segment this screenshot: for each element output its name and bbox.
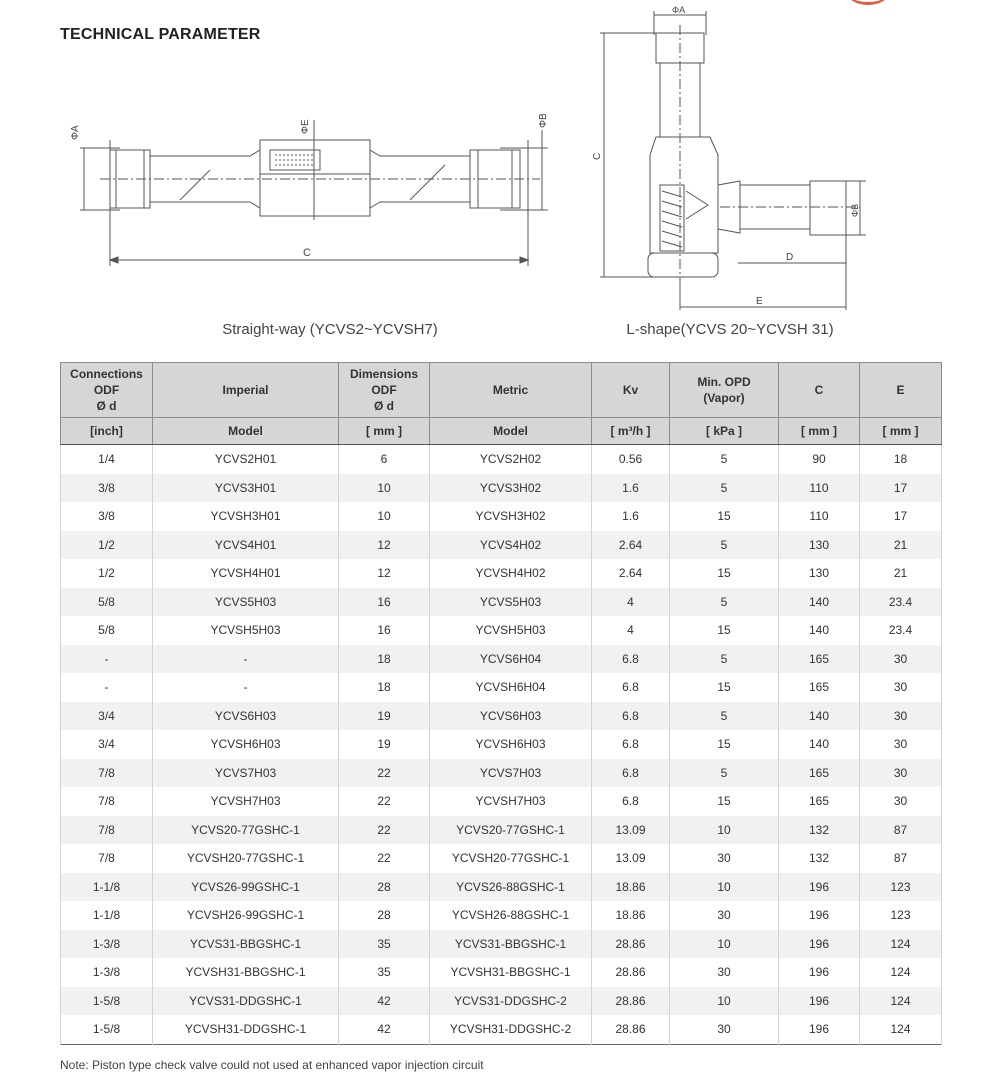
table-row [61,559,942,588]
table-cell: 6.8 [592,730,670,759]
table-cell: 18 [339,673,430,702]
table-cell: 10 [670,873,779,902]
table-cell: 30 [860,787,942,816]
header-min-opd: Min. OPD (Vapor) [670,363,779,418]
table-cell: - [153,645,339,674]
table-cell: 28 [339,901,430,930]
table-cell: 6.8 [592,787,670,816]
table-cell: 123 [860,873,942,902]
table-cell: YCVS26-88GSHC-1 [430,873,592,902]
table-row [61,958,942,987]
table-cell: 22 [339,787,430,816]
table-cell: YCVSH3H02 [430,502,592,531]
l-shape-caption: L-shape(YCVS 20~YCVSH 31) [626,321,834,338]
unit-mm-dimensions: [ mm ] [339,418,430,445]
table-cell: 16 [339,616,430,645]
table-cell: 3/4 [61,702,153,731]
table-cell: 140 [779,616,860,645]
table-cell: 124 [860,987,942,1016]
table-cell: 6.8 [592,673,670,702]
table-cell: 1.6 [592,502,670,531]
table-cell: 110 [779,502,860,531]
table-cell: 30 [860,673,942,702]
table-cell: 196 [779,873,860,902]
label-phi-a: ΦA [70,125,81,140]
table-cell: 132 [779,844,860,873]
label-e: E [756,296,763,307]
table-cell: 6 [339,445,430,474]
table-cell: 5 [670,445,779,474]
label-phi-a: ΦA [672,5,686,15]
table-cell: 28.86 [592,987,670,1016]
table-cell: 124 [860,1015,942,1044]
table-row [61,645,942,674]
table-row [61,1015,942,1044]
table-row [61,787,942,816]
table-cell: 0.56 [592,445,670,474]
table-row [61,901,942,930]
table-cell: 28.86 [592,958,670,987]
table-cell: YCVS2H02 [430,445,592,474]
table-cell: 35 [339,930,430,959]
table-cell: - [61,645,153,674]
unit-inch: [inch] [61,418,153,445]
table-cell: 132 [779,816,860,845]
table-cell: 30 [670,901,779,930]
table-cell: YCVSH4H02 [430,559,592,588]
unit-mm-e: [ mm ] [860,418,942,445]
table-cell: 2.64 [592,531,670,560]
label-c: C [592,152,603,160]
table-cell: YCVS4H01 [153,531,339,560]
table-cell: 13.09 [592,844,670,873]
header-connections: Connections ODF Ø d [61,363,153,418]
table-cell: YCVSH6H03 [430,730,592,759]
technical-parameter-table [60,362,942,1045]
table-cell: 42 [339,987,430,1016]
header-metric: Metric [430,363,592,418]
table-cell: YCVS3H02 [430,474,592,503]
table-cell: YCVS7H03 [153,759,339,788]
table-row [61,930,942,959]
table-row [61,673,942,702]
table-row [61,531,942,560]
table-cell: 42 [339,1015,430,1044]
table-row [61,816,942,845]
table-cell: 4 [592,588,670,617]
table-cell: 30 [670,958,779,987]
table-cell: YCVSH6H04 [430,673,592,702]
header-kv: Kv [592,363,670,418]
table-cell: YCVS20-77GSHC-1 [430,816,592,845]
unit-model-metric: Model [430,418,592,445]
table-cell: 23.4 [860,616,942,645]
table-cell: YCVS6H04 [430,645,592,674]
table-row [61,987,942,1016]
table-cell: 10 [670,816,779,845]
table-cell: YCVSH5H03 [430,616,592,645]
table-cell: YCVS31-DDGSHC-1 [153,987,339,1016]
table-cell: 3/8 [61,474,153,503]
table-cell: 30 [670,844,779,873]
table-cell: 17 [860,474,942,503]
table-cell: 15 [670,787,779,816]
table-cell: YCVSH31-DDGSHC-2 [430,1015,592,1044]
table-cell: 6.8 [592,645,670,674]
table-cell: YCVSH6H03 [153,730,339,759]
table-cell: 12 [339,559,430,588]
table-cell: 5/8 [61,588,153,617]
table-cell: 19 [339,730,430,759]
header-c: C [779,363,860,418]
table-cell: 87 [860,844,942,873]
table-cell: 110 [779,474,860,503]
table-cell: 7/8 [61,787,153,816]
l-shape-drawing [590,5,880,310]
label-phi-b: ΦB [538,113,549,128]
table-cell: 1-3/8 [61,958,153,987]
table-cell: YCVSH31-BBGSHC-1 [430,958,592,987]
table-cell: YCVS2H01 [153,445,339,474]
table-cell: 13.09 [592,816,670,845]
table-cell: 22 [339,759,430,788]
table-cell: 16 [339,588,430,617]
table-cell: 28 [339,873,430,902]
label-c: C [303,247,311,259]
table-cell: 5/8 [61,616,153,645]
table-cell: 21 [860,531,942,560]
table-row [61,759,942,788]
table-cell: 1-3/8 [61,930,153,959]
table-cell: 30 [860,759,942,788]
table-cell: 1-1/8 [61,901,153,930]
table-row [61,502,942,531]
table-cell: 28.86 [592,930,670,959]
table-cell: 165 [779,673,860,702]
table-row [61,873,942,902]
table-cell: 21 [860,559,942,588]
table-cell: 30 [860,645,942,674]
table-cell: YCVS26-99GSHC-1 [153,873,339,902]
page-title: TECHNICAL PARAMETER [60,26,261,43]
table-cell: YCVS31-BBGSHC-1 [153,930,339,959]
header-dimensions: Dimensions ODF Ø d [339,363,430,418]
table-row [61,702,942,731]
table-cell: YCVSH4H01 [153,559,339,588]
label-phi-b: ΦB [850,203,860,217]
table-cell: 35 [339,958,430,987]
table-cell: 19 [339,702,430,731]
table-cell: YCVS7H03 [430,759,592,788]
table-cell: YCVS4H02 [430,531,592,560]
table-cell: YCVSH31-BBGSHC-1 [153,958,339,987]
table-cell: 4 [592,616,670,645]
table-cell: 15 [670,673,779,702]
table-cell: 15 [670,559,779,588]
table-cell: 2.64 [592,559,670,588]
table-cell: 196 [779,958,860,987]
table-cell: 1/4 [61,445,153,474]
header-e: E [860,363,942,418]
table-cell: YCVSH20-77GSHC-1 [153,844,339,873]
table-cell: 18 [860,445,942,474]
table-cell: 3/4 [61,730,153,759]
table-cell: 12 [339,531,430,560]
table-cell: 15 [670,502,779,531]
table-cell: 6.8 [592,759,670,788]
table-cell: 6.8 [592,702,670,731]
table-row [61,616,942,645]
table-cell: YCVS3H01 [153,474,339,503]
table-cell: 196 [779,930,860,959]
table-cell: 5 [670,645,779,674]
table-cell: - [153,673,339,702]
table-cell: 124 [860,958,942,987]
table-cell: YCVSH5H03 [153,616,339,645]
table-cell: 123 [860,901,942,930]
table-cell: 1/2 [61,531,153,560]
table-cell: 165 [779,759,860,788]
table-cell: 130 [779,531,860,560]
table-cell: 87 [860,816,942,845]
table-cell: 165 [779,787,860,816]
table-cell: 3/8 [61,502,153,531]
table-cell: YCVS6H03 [153,702,339,731]
table-cell: YCVS6H03 [430,702,592,731]
table-cell: 10 [670,930,779,959]
table-cell: YCVSH7H03 [153,787,339,816]
table-cell: 165 [779,645,860,674]
straight-way-caption: Straight-way (YCVS2~YCVSH7) [222,321,438,338]
table-row [61,730,942,759]
table-cell: YCVSH31-DDGSHC-1 [153,1015,339,1044]
table-cell: 5 [670,759,779,788]
unit-model-imperial: Model [153,418,339,445]
header-imperial: Imperial [153,363,339,418]
table-cell: YCVS20-77GSHC-1 [153,816,339,845]
table-cell: 124 [860,930,942,959]
table-cell: 18 [339,645,430,674]
footnote: Note: Piston type check valve could not used at enhanced vapor injection circuit [60,1058,484,1072]
table-cell: 5 [670,702,779,731]
table-cell: 15 [670,730,779,759]
table-cell: 90 [779,445,860,474]
table-cell: 18.86 [592,873,670,902]
table-cell: YCVSH26-99GSHC-1 [153,901,339,930]
unit-kv: [ m³/h ] [592,418,670,445]
label-phi-e: ΦE [300,119,311,134]
table-cell: 28.86 [592,1015,670,1044]
table-cell: YCVS31-BBGSHC-1 [430,930,592,959]
table-cell: YCVS31-DDGSHC-2 [430,987,592,1016]
table-cell: 5 [670,474,779,503]
table-cell: 5 [670,588,779,617]
table-cell: 1.6 [592,474,670,503]
table-cell: YCVSH20-77GSHC-1 [430,844,592,873]
table-cell: YCVSH26-88GSHC-1 [430,901,592,930]
table-row [61,588,942,617]
table-cell: 18.86 [592,901,670,930]
table-cell: 23.4 [860,588,942,617]
table-cell: 17 [860,502,942,531]
table-cell: 196 [779,901,860,930]
table-cell: 30 [860,730,942,759]
table-cell: 30 [670,1015,779,1044]
table-cell: 196 [779,987,860,1016]
table-cell: 10 [339,474,430,503]
unit-kpa: [ kPa ] [670,418,779,445]
table-row [61,445,942,474]
table-cell: 10 [339,502,430,531]
table-cell: YCVSH7H03 [430,787,592,816]
label-d: D [786,252,794,263]
table-cell: 140 [779,730,860,759]
table-cell: 140 [779,588,860,617]
table-cell: 1-1/8 [61,873,153,902]
table-cell: 1-5/8 [61,987,153,1016]
table-cell: 7/8 [61,844,153,873]
table-cell: 22 [339,816,430,845]
unit-mm-c: [ mm ] [779,418,860,445]
table-cell: YCVS5H03 [153,588,339,617]
table-cell: 22 [339,844,430,873]
table-row [61,844,942,873]
table-cell: 140 [779,702,860,731]
table-cell: 5 [670,531,779,560]
table-cell: - [61,673,153,702]
table-row [61,474,942,503]
table-cell: YCVSH3H01 [153,502,339,531]
table-cell: 130 [779,559,860,588]
table-cell: 10 [670,987,779,1016]
table-cell: 196 [779,1015,860,1044]
straight-way-drawing [60,100,560,280]
table-cell: 1-5/8 [61,1015,153,1044]
table-cell: 7/8 [61,759,153,788]
table-cell: 7/8 [61,816,153,845]
table-cell: 1/2 [61,559,153,588]
table-cell: YCVS5H03 [430,588,592,617]
table-cell: 15 [670,616,779,645]
table-cell: 30 [860,702,942,731]
